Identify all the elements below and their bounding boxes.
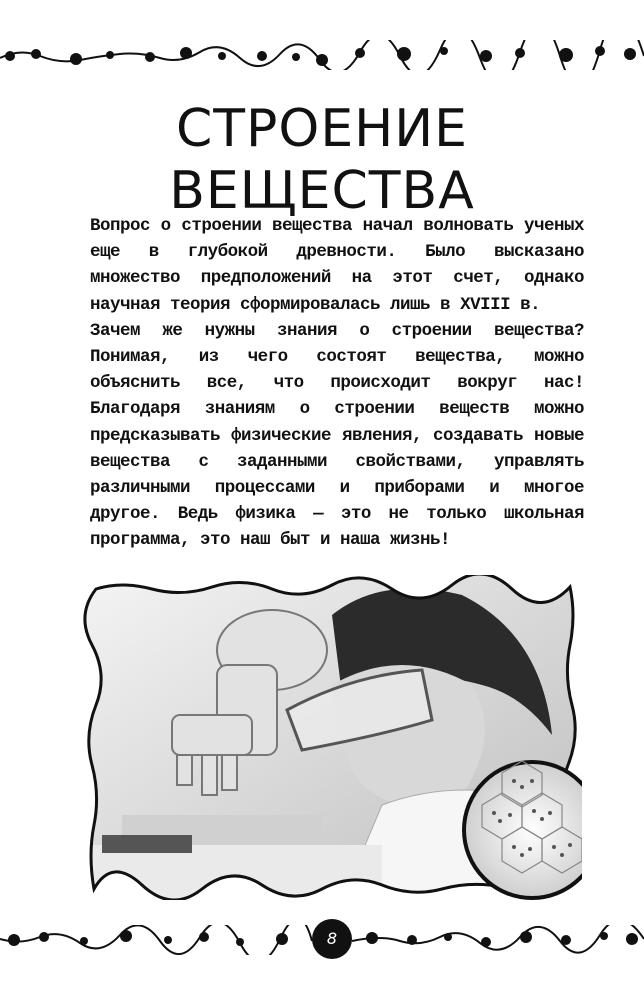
page-number: 8 bbox=[312, 919, 352, 959]
cell-micrograph-icon bbox=[464, 761, 582, 898]
title-line-2: ВЕЩЕСТВА bbox=[169, 161, 475, 221]
top-border-decoration bbox=[0, 40, 644, 70]
title-line-1: СТРОЕНИЕ bbox=[175, 99, 469, 159]
page-title bbox=[80, 98, 564, 222]
paragraph-1: Вопрос о строении вещества начал волновать ученых еще в глубокой древности. Было высказано множество предположений на этот счет, однако научная теория сформировалась лишь в XVIII в. bbox=[90, 216, 584, 315]
scientist-microscope-photo bbox=[82, 575, 582, 900]
paragraph-2: Зачем же нужны знания о строении вещества? Понимая, из чего состоят вещества, можно объяснить все, что происходит вокруг нас! Благодаря знаниям о строении веществ можно предсказывать физические явления, создавать новые вещества с заданными свойствами, управлять различными процессами и приборами и многое другое. Ведь физика — это не только школьная программа, это наш быт и наша жизнь! bbox=[90, 320, 584, 551]
body-text bbox=[90, 213, 584, 554]
